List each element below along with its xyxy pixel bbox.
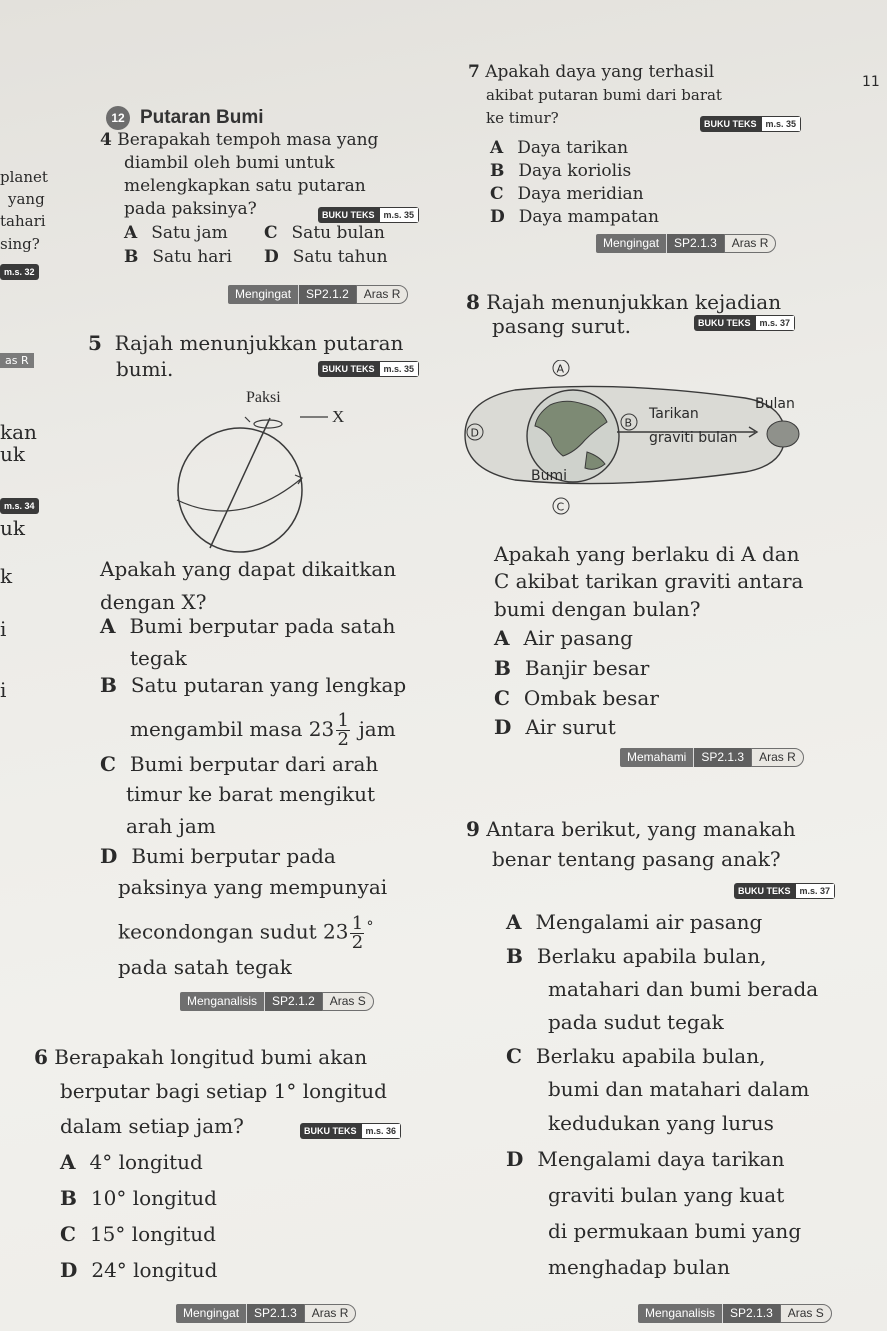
label-c: C	[556, 500, 565, 514]
q5-option-c-cont: timur ke barat mengikut	[126, 782, 376, 806]
left-fragment: planet	[0, 168, 48, 186]
q7-option-d[interactable]: D Daya mampatan	[490, 207, 659, 227]
q5-option-c[interactable]: C Bumi berputar dari arah	[100, 752, 379, 776]
q4-option-a[interactable]: A Satu jam	[124, 223, 228, 243]
q5-option-a-cont: tegak	[130, 646, 187, 670]
q4-stem-line: pada paksinya?	[124, 199, 257, 219]
q7-stem-line: ke timur?	[486, 109, 559, 127]
left-fragment: as R	[0, 353, 34, 368]
left-fragment-tag: m.s. 32	[0, 260, 39, 280]
q9-option-b-cont: pada sudut tegak	[548, 1010, 724, 1034]
q5-option-c-cont: arah jam	[126, 814, 216, 838]
left-fragment: tahari	[0, 212, 46, 230]
q7-skill-tag: Mengingat SP2.1.3 Aras R	[596, 232, 776, 253]
q9-option-d-cont: di permukaan bumi yang	[548, 1219, 802, 1243]
q6-stem-line: berputar bagi setiap 1° longitud	[60, 1079, 387, 1103]
q9-skill-tag: Menganalisis SP2.1.3 Aras S	[638, 1302, 832, 1323]
textbook-tag: BUKU TEKS m.s. 35	[700, 112, 801, 132]
earth-rotation-diagram	[150, 380, 370, 560]
chapter-title: Putaran Bumi	[140, 107, 264, 128]
q9-stem: 9 Antara berikut, yang manakah	[466, 817, 796, 841]
axis-label: Paksi	[246, 389, 281, 406]
q6-option-d[interactable]: D 24° longitud	[60, 1258, 218, 1282]
force-label: graviti bulan	[649, 430, 738, 446]
q5-option-d[interactable]: D Bumi berputar pada	[100, 844, 336, 868]
chapter-number: 12	[106, 106, 130, 130]
q5-option-b[interactable]: B Satu putaran yang lengkap	[100, 673, 407, 697]
q5-option-d-cont: pada satah tegak	[118, 955, 292, 979]
left-fragment: uk	[0, 516, 25, 540]
left-fragment: kan	[0, 420, 37, 444]
q9-option-c-cont: bumi dan matahari dalam	[548, 1077, 810, 1101]
q4-stem-line: diambil oleh bumi untuk	[124, 153, 335, 173]
left-fragment: i	[0, 678, 7, 702]
label-d: D	[470, 426, 479, 440]
q8-skill-tag: Memahami SP2.1.3 Aras R	[620, 746, 804, 767]
q5-option-b-cont: mengambil masa 23 $\frac{1}{2}$ jam	[130, 710, 396, 750]
earth-label: Bumi	[531, 468, 568, 484]
q5-option-a[interactable]: A Bumi berputar pada satah	[100, 614, 396, 638]
q6-option-c[interactable]: C 15° longitud	[60, 1222, 216, 1246]
q8-question: Apakah yang berlaku di A dan	[494, 542, 800, 566]
q7-option-b[interactable]: B Daya koriolis	[490, 161, 632, 181]
q4-stem-line: melengkapkan satu putaran	[124, 176, 366, 196]
q4-option-c[interactable]: C Satu bulan	[264, 223, 385, 243]
q5-stem-line: bumi.	[116, 357, 174, 381]
q9-option-a[interactable]: A Mengalami air pasang	[506, 910, 763, 934]
left-fragment: k	[0, 564, 13, 588]
q7-stem-line: akibat putaran bumi dari barat	[486, 86, 722, 104]
q5-question: Apakah yang dapat dikaitkan	[100, 557, 397, 581]
q4-option-d[interactable]: D Satu tahun	[264, 247, 388, 267]
q9-stem-line: benar tentang pasang anak?	[492, 847, 781, 871]
q9-option-b-cont: matahari dan bumi berada	[548, 977, 819, 1001]
q5-option-d-cont: paksinya yang mempunyai	[118, 875, 388, 899]
q8-stem-line: pasang surut.	[492, 314, 631, 338]
q6-stem-line: dalam setiap jam?	[60, 1114, 244, 1138]
label-b: B	[624, 416, 633, 430]
textbook-tag: BUKU TEKS m.s. 37	[734, 879, 835, 899]
page-number: 11	[862, 74, 880, 90]
x-label: X	[332, 407, 345, 426]
q6-option-b[interactable]: B 10° longitud	[60, 1186, 217, 1210]
q5-stem: 5 Rajah menunjukkan putaran	[88, 331, 404, 355]
q9-option-d-cont: graviti bulan yang kuat	[548, 1183, 785, 1207]
textbook-tag: BUKU TEKS m.s. 37	[694, 311, 795, 331]
q4-skill-tag: Mengingat SP2.1.2 Aras R	[228, 283, 408, 304]
q9-option-c[interactable]: C Berlaku apabila bulan,	[506, 1044, 766, 1068]
textbook-tag: BUKU TEKS m.s. 35	[318, 357, 419, 377]
q5-question: dengan X?	[100, 590, 207, 614]
tides-diagram	[455, 360, 815, 520]
q6-stem: 6 Berapakah longitud bumi akan	[34, 1045, 368, 1069]
q4-stem: 4 Berapakah tempoh masa yang	[100, 130, 379, 150]
q5-skill-tag: Menganalisis SP2.1.2 Aras S	[180, 990, 374, 1011]
q8-option-a[interactable]: A Air pasang	[494, 626, 633, 650]
q8-question: C akibat tarikan graviti antara	[494, 569, 804, 593]
q8-option-d[interactable]: D Air surut	[494, 715, 616, 739]
textbook-tag: BUKU TEKS m.s. 36	[300, 1119, 401, 1139]
left-fragment-tag: m.s. 34	[0, 494, 39, 514]
left-fragment: yang	[8, 190, 45, 208]
q8-stem: 8 Rajah menunjukkan kejadian	[466, 290, 782, 314]
moon-label: Bulan	[755, 396, 795, 412]
q5-option-d-cont: kecondongan sudut 23 $\frac{1}{2}$ °	[118, 912, 374, 953]
q9-option-c-cont: kedudukan yang lurus	[548, 1111, 774, 1135]
q6-skill-tag: Mengingat SP2.1.3 Aras R	[176, 1302, 356, 1323]
left-fragment: i	[0, 617, 7, 641]
q8-question: bumi dengan bulan?	[494, 597, 701, 621]
earth-circle	[178, 428, 302, 552]
axis-line	[210, 418, 270, 548]
q8-option-b[interactable]: B Banjir besar	[494, 656, 650, 680]
q9-option-d[interactable]: D Mengalami daya tarikan	[506, 1147, 785, 1171]
q7-stem: 7 Apakah daya yang terhasil	[468, 62, 715, 82]
left-fragment: uk	[0, 442, 25, 466]
label-a: A	[556, 362, 565, 376]
q9-option-b[interactable]: B Berlaku apabila bulan,	[506, 944, 767, 968]
q4-option-b[interactable]: B Satu hari	[124, 247, 232, 267]
q9-option-d-cont: menghadap bulan	[548, 1255, 731, 1279]
q6-option-a[interactable]: A 4° longitud	[60, 1150, 203, 1174]
textbook-tag: BUKU TEKS m.s. 35	[318, 203, 419, 223]
q7-option-a[interactable]: A Daya tarikan	[490, 138, 629, 158]
force-label: Tarikan	[649, 406, 699, 422]
q8-option-c[interactable]: C Ombak besar	[494, 686, 659, 710]
chapter-header	[106, 106, 264, 130]
left-fragment: sing?	[0, 235, 40, 253]
moon	[767, 421, 799, 447]
q7-option-c[interactable]: C Daya meridian	[490, 184, 644, 204]
